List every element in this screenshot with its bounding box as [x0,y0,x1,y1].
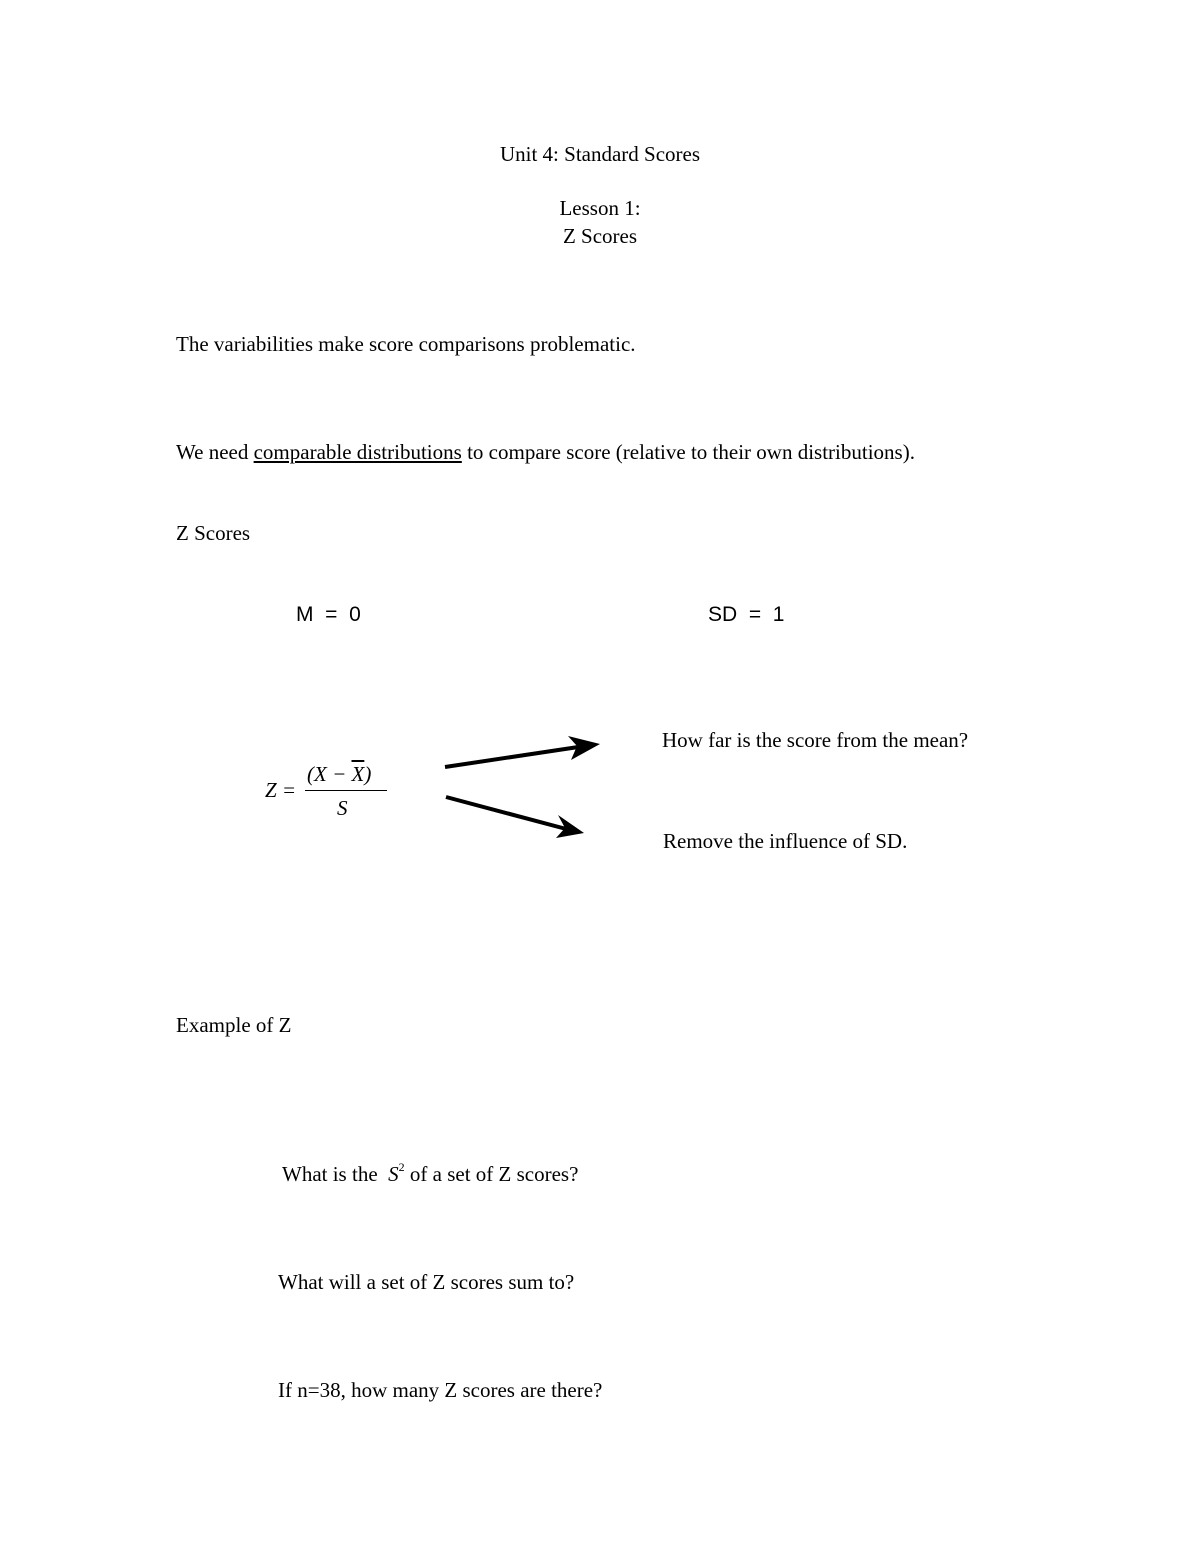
question-count: If n=38, how many Z scores are there? [278,1378,603,1402]
sd-label: SD = 1 [708,603,785,626]
z-scores-heading: Z Scores [176,521,251,545]
numerator-mean: $\overline{X}$ [351,762,365,786]
lesson-number: Lesson 1: [559,196,641,220]
question-variance-suffix: of a set of Z scores? [404,1162,579,1186]
question-variance [282,1160,578,1187]
bottom-arrow-shaft [446,797,570,830]
unit-title: Unit 4: Standard Scores [499,142,701,166]
formula-denominator: S [337,796,348,820]
variance-symbol [388,1162,405,1186]
lesson-title: Z Scores [562,224,638,248]
mean-label: M = 0 [296,603,361,626]
statement-prefix: We need [176,440,254,464]
numerator-close: ) [364,762,372,786]
statement-suffix: to compare score (relative to their own distributions). [461,440,915,464]
variability-statement: The variabilities make score comparisons problematic. [176,332,636,356]
variance-superscript: 2 [398,1160,405,1174]
comparable-distributions-term: comparable distributions [253,440,462,464]
top-arrow-shaft [445,746,585,767]
variance-s: S [388,1162,399,1186]
example-heading: Example of Z [176,1013,292,1037]
numerator-open: (X − [307,762,352,786]
remove-sd-note: Remove the influence of SD. [663,829,908,853]
question-variance-prefix: What is the [282,1162,389,1186]
formula-lhs: Z = [265,778,297,802]
question-sum: What will a set of Z scores sum to? [278,1270,575,1294]
distance-from-mean-note: How far is the score from the mean? [662,728,969,752]
